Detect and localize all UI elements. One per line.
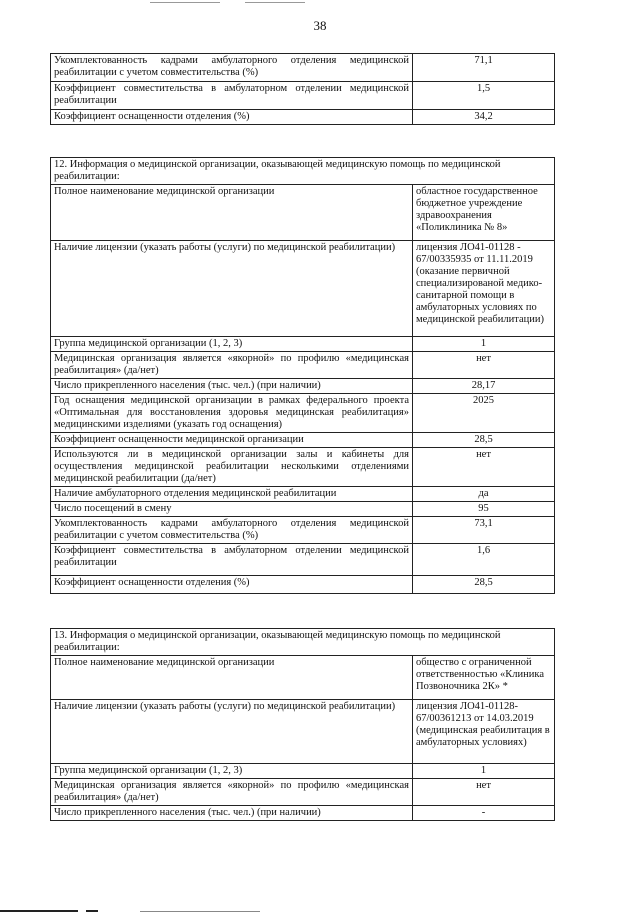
table-row — [51, 241, 555, 337]
row-value: 1,6 — [413, 544, 555, 576]
scan-mark — [0, 910, 78, 912]
row-value: лицензия ЛО41-01128 - 67/00335935 от 11.11.2019 (оказание первичной специализированой медико-санитарной помощи в амбулаторных условиях по медицинской реабилитации) — [413, 241, 555, 337]
row-label: Наличие лицензии (указать работы (услуги) по медицинской реабилитации) — [51, 700, 413, 764]
row-label: Число прикрепленного населения (тыс. чел.) (при наличии) — [51, 806, 413, 821]
scan-mark — [140, 911, 260, 912]
table-row — [51, 352, 555, 379]
table-row — [51, 394, 555, 433]
table-row — [51, 764, 555, 779]
page-number: 38 — [313, 18, 327, 33]
table-row — [51, 656, 555, 700]
table-row — [51, 700, 555, 764]
table-row — [51, 448, 555, 487]
row-value: - — [413, 806, 555, 821]
row-value: нет — [413, 779, 555, 806]
row-label: Полное наименование медицинской организации — [51, 656, 413, 700]
row-value: 1 — [413, 337, 555, 352]
row-label: Укомплектованность кадрами амбулаторного отделения медицинской реабилитации с учетом совместительства (%) — [51, 54, 413, 82]
table-row — [51, 54, 555, 82]
table-row — [51, 185, 555, 241]
row-value: общество с ограниченной ответственностью «Клиника Позвоночника 2К» * — [413, 656, 555, 700]
table-row — [51, 379, 555, 394]
table-organization-12 — [50, 157, 555, 594]
row-value: 73,1 — [413, 517, 555, 544]
table-row — [51, 576, 555, 594]
row-label: Медицинская организация является «якорной» по профилю «медицинская реабилитация» (да/нет) — [51, 779, 413, 806]
table-row — [51, 337, 555, 352]
row-value: 1 — [413, 764, 555, 779]
row-label: Группа медицинской организации (1, 2, 3) — [51, 764, 413, 779]
row-value: нет — [413, 352, 555, 379]
table-row — [51, 517, 555, 544]
row-value: 71,1 — [413, 54, 555, 82]
row-label: Укомплектованность кадрами амбулаторного отделения медицинской реабилитации с учетом совместительства (%) — [51, 517, 413, 544]
row-value: да — [413, 487, 555, 502]
table-row — [51, 544, 555, 576]
row-label: Коэффициент оснащенности медицинской организации — [51, 433, 413, 448]
table-heading-row — [51, 158, 555, 185]
row-value: 95 — [413, 502, 555, 517]
row-value: 1,5 — [413, 82, 555, 110]
scan-mark — [150, 2, 220, 3]
section-heading: 13. Информация о медицинской организации, оказывающей медицинскую помощь по медицинской реабилитации: — [51, 629, 555, 656]
row-label: Наличие лицензии (указать работы (услуги) по медицинской реабилитации) — [51, 241, 413, 337]
row-label: Группа медицинской организации (1, 2, 3) — [51, 337, 413, 352]
table-equipment-summary — [50, 53, 555, 125]
row-label: Число посещений в смену — [51, 502, 413, 517]
table-row — [51, 779, 555, 806]
row-value: нет — [413, 448, 555, 487]
row-value: лицензия ЛО41-01128-67/00361213 от 14.03.2019 (медицинская реабилитация в амбулаторных условиях) — [413, 700, 555, 764]
table-row — [51, 110, 555, 125]
row-label: Число прикрепленного населения (тыс. чел.) (при наличии) — [51, 379, 413, 394]
row-label: Медицинская организация является «якорной» по профилю «медицинская реабилитация» (да/нет) — [51, 352, 413, 379]
row-value: 28,5 — [413, 433, 555, 448]
table-row — [51, 806, 555, 821]
table-row — [51, 502, 555, 517]
scan-mark — [245, 2, 305, 3]
row-value: 2025 — [413, 394, 555, 433]
row-label: Коэффициент оснащенности отделения (%) — [51, 110, 413, 125]
table-organization-13 — [50, 628, 555, 821]
row-label: Коэффициент оснащенности отделения (%) — [51, 576, 413, 594]
scan-mark — [86, 910, 98, 912]
table-row — [51, 433, 555, 448]
row-label: Год оснащения медицинской организации в рамках федерального проекта «Оптимальная для восстановления здоровья медицинская реабилитация» медицинскими изделиями (указать год оснащения) — [51, 394, 413, 433]
row-value: 34,2 — [413, 110, 555, 125]
table-row — [51, 487, 555, 502]
section-heading: 12. Информация о медицинской организации, оказывающей медицинскую помощь по медицинской реабилитации: — [51, 158, 555, 185]
row-label: Полное наименование медицинской организации — [51, 185, 413, 241]
row-label: Используются ли в медицинской организации залы и кабинеты для осуществления медицинской реабилитации несколькими отделениями медицинской реабилитации (да/нет) — [51, 448, 413, 487]
row-value: 28,5 — [413, 576, 555, 594]
row-value: 28,17 — [413, 379, 555, 394]
row-label: Коэффициент совместительства в амбулаторном отделении медицинской реабилитации — [51, 544, 413, 576]
row-value: областное государственное бюджетное учреждение здравоохранения «Поликлиника № 8» — [413, 185, 555, 241]
row-label: Коэффициент совместительства в амбулаторном отделении медицинской реабилитации — [51, 82, 413, 110]
table-row — [51, 82, 555, 110]
table-heading-row — [51, 629, 555, 656]
row-label: Наличие амбулаторного отделения медицинской реабилитации — [51, 487, 413, 502]
